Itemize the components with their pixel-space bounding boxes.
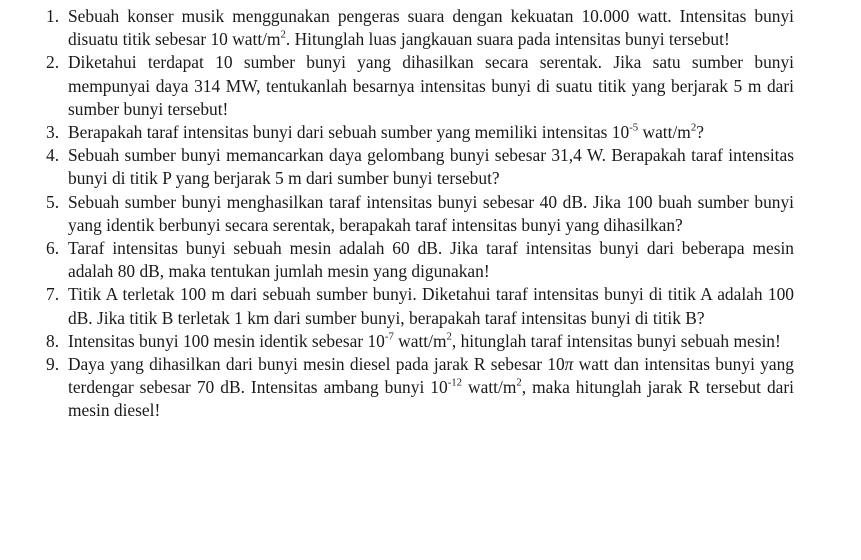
problem-item-8 bbox=[46, 330, 794, 353]
problem-number: 2. bbox=[46, 52, 60, 73]
problem-item-6 bbox=[46, 237, 794, 283]
problem-number: 1. bbox=[46, 6, 60, 26]
problem-number: 3. bbox=[46, 122, 60, 143]
problem-number: 8. bbox=[46, 330, 60, 351]
problem-text: Sebuah sumber bunyi menghasilkan taraf intensitas bunyi sebesar 40 dB. Jika 100 buah sumber bunyi yang identik berbunyi secara serentak, berapakah taraf intensitas bunyi yang dihasilkan? bbox=[68, 191, 794, 235]
problem-number: 5. bbox=[46, 191, 60, 212]
problem-item-9 bbox=[46, 353, 794, 423]
problem-text: Diketahui terdapat 10 sumber bunyi yang dihasilkan secara serentak. Jika satu sumber bunyi mempunyai daya 314 MW, tentukanlah besarnya intensitas bunyi di suatu titik yang berjarak 5 m dari sumber bunyi tersebut! bbox=[68, 52, 794, 119]
problem-text: Sebuah sumber bunyi memancarkan daya gelombang bunyi sebesar 31,4 W. Berapakah taraf intensitas bunyi di titik P yang berjarak 5 m dari sumber bunyi tersebut? bbox=[68, 145, 794, 189]
problem-number: 7. bbox=[46, 284, 60, 305]
problem-item-4 bbox=[46, 144, 794, 190]
problem-number: 6. bbox=[46, 238, 60, 259]
problem-list bbox=[46, 5, 794, 423]
problem-text: Taraf intensitas bunyi sebuah mesin adalah 60 dB. Jika taraf intensitas bunyi dari beberapa mesin adalah 80 dB, maka tentukan jumlah mesin yang digunakan! bbox=[68, 238, 794, 282]
problem-text: Berapakah taraf intensitas bunyi dari sebuah sumber yang memiliki intensitas $10^{-5}$ watt/$m^2$? bbox=[68, 121, 704, 143]
problem-item-2 bbox=[46, 51, 794, 121]
problem-text: Sebuah konser musik menggunakan pengeras suara dengan kekuatan 10.000 watt. Intensitas bunyi disuatu titik sebesar 10 watt/$m^2$. Hitunglah luas jangkauan suara pada intensitas bunyi tersebut! bbox=[68, 6, 794, 50]
problem-item-3 bbox=[46, 121, 794, 144]
problem-number: 4. bbox=[46, 145, 60, 166]
problem-item-5 bbox=[46, 191, 794, 237]
problem-text: Titik A terletak 100 m dari sebuah sumber bunyi. Diketahui taraf intensitas bunyi di titik A adalah 100 dB. Jika titik B terletak 1 km dari sumber bunyi, berapakah taraf intensitas bunyi di titik B? bbox=[68, 284, 794, 328]
problem-item-7 bbox=[46, 283, 794, 329]
problem-text: Intensitas bunyi 100 mesin identik sebesar $10^{-7}$ watt/$m^2$, hitunglah taraf intensitas bunyi sebuah mesin! bbox=[68, 330, 781, 351]
problem-text: Daya yang dihasilkan dari bunyi mesin diesel pada jarak R sebesar 10π watt dan intensitas bunyi yang terdengar sebesar 70 dB. Intensitas ambang bunyi $10^{-12}$ watt/$m^2$, maka hitunglah jarak R tersebut dari mesin diesel! bbox=[68, 354, 794, 421]
problem-item-1 bbox=[46, 5, 794, 51]
problem-number: 9. bbox=[46, 354, 60, 375]
